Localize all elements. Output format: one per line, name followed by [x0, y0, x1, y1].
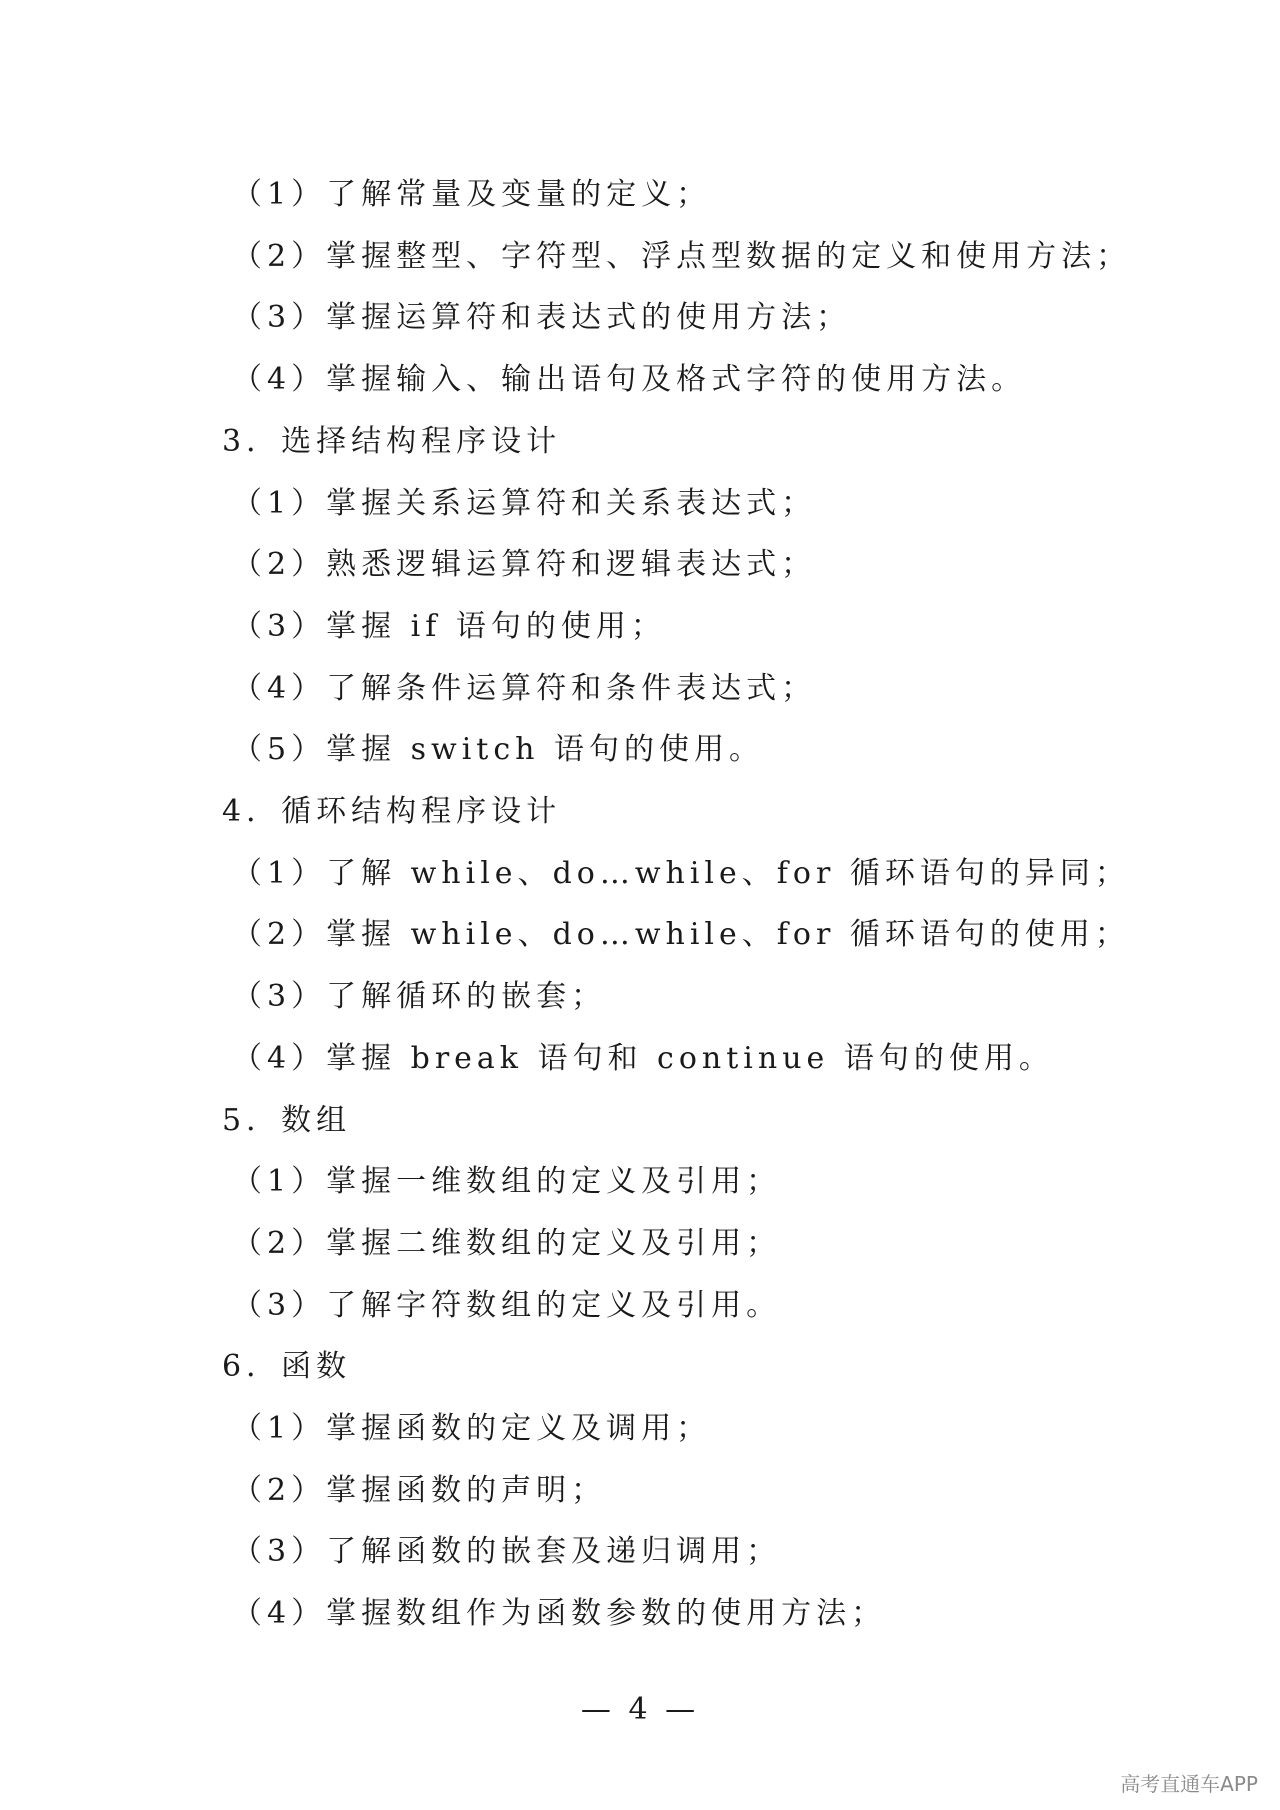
text-line: （3）了解循环的嵌套；: [232, 979, 607, 1014]
text-line: （4）掌握数组作为函数参数的使用方法；: [232, 1596, 887, 1631]
watermark: 高考直通车APP: [1120, 1772, 1258, 1796]
text-line: （1）了解常量及变量的定义；: [232, 177, 712, 212]
text-line: （3）了解函数的嵌套及递归调用；: [232, 1534, 782, 1569]
text-line: （2）掌握二维数组的定义及引用；: [232, 1226, 782, 1261]
text-line: （1）掌握一维数组的定义及引用；: [232, 1164, 782, 1199]
text-line: （5）掌握 switch 语句的使用。: [232, 732, 765, 767]
text-line: （1）掌握函数的定义及调用；: [232, 1411, 712, 1446]
text-line: （2）掌握 while、do…while、for 循环语句的使用；: [232, 917, 1130, 952]
section-heading: 3．选择结构程序设计: [222, 424, 562, 459]
text-line: （2）掌握整型、字符型、浮点型数据的定义和使用方法；: [232, 239, 1132, 274]
section-heading: 6．函数: [222, 1349, 352, 1384]
text-line: （4）掌握输入、输出语句及格式字符的使用方法。: [232, 362, 1027, 397]
text-line: （1）了解 while、do…while、for 循环语句的异同；: [232, 856, 1130, 891]
text-line: （3）掌握运算符和表达式的使用方法；: [232, 300, 852, 335]
page-number: — 4 —: [580, 1692, 700, 1727]
text-line: （3）掌握 if 语句的使用；: [232, 609, 666, 644]
text-line: （4）掌握 break 语句和 continue 语句的使用。: [232, 1041, 1054, 1076]
text-line: （2）掌握函数的声明；: [232, 1473, 607, 1508]
text-line: （2）熟悉逻辑运算符和逻辑表达式；: [232, 547, 817, 582]
text-line: （3）了解字符数组的定义及引用。: [232, 1288, 782, 1323]
text-line: （4）了解条件运算符和条件表达式；: [232, 671, 817, 706]
section-heading: 4．循环结构程序设计: [222, 794, 562, 829]
section-heading: 5．数组: [222, 1103, 352, 1138]
text-line: （1）掌握关系运算符和关系表达式；: [232, 486, 817, 521]
